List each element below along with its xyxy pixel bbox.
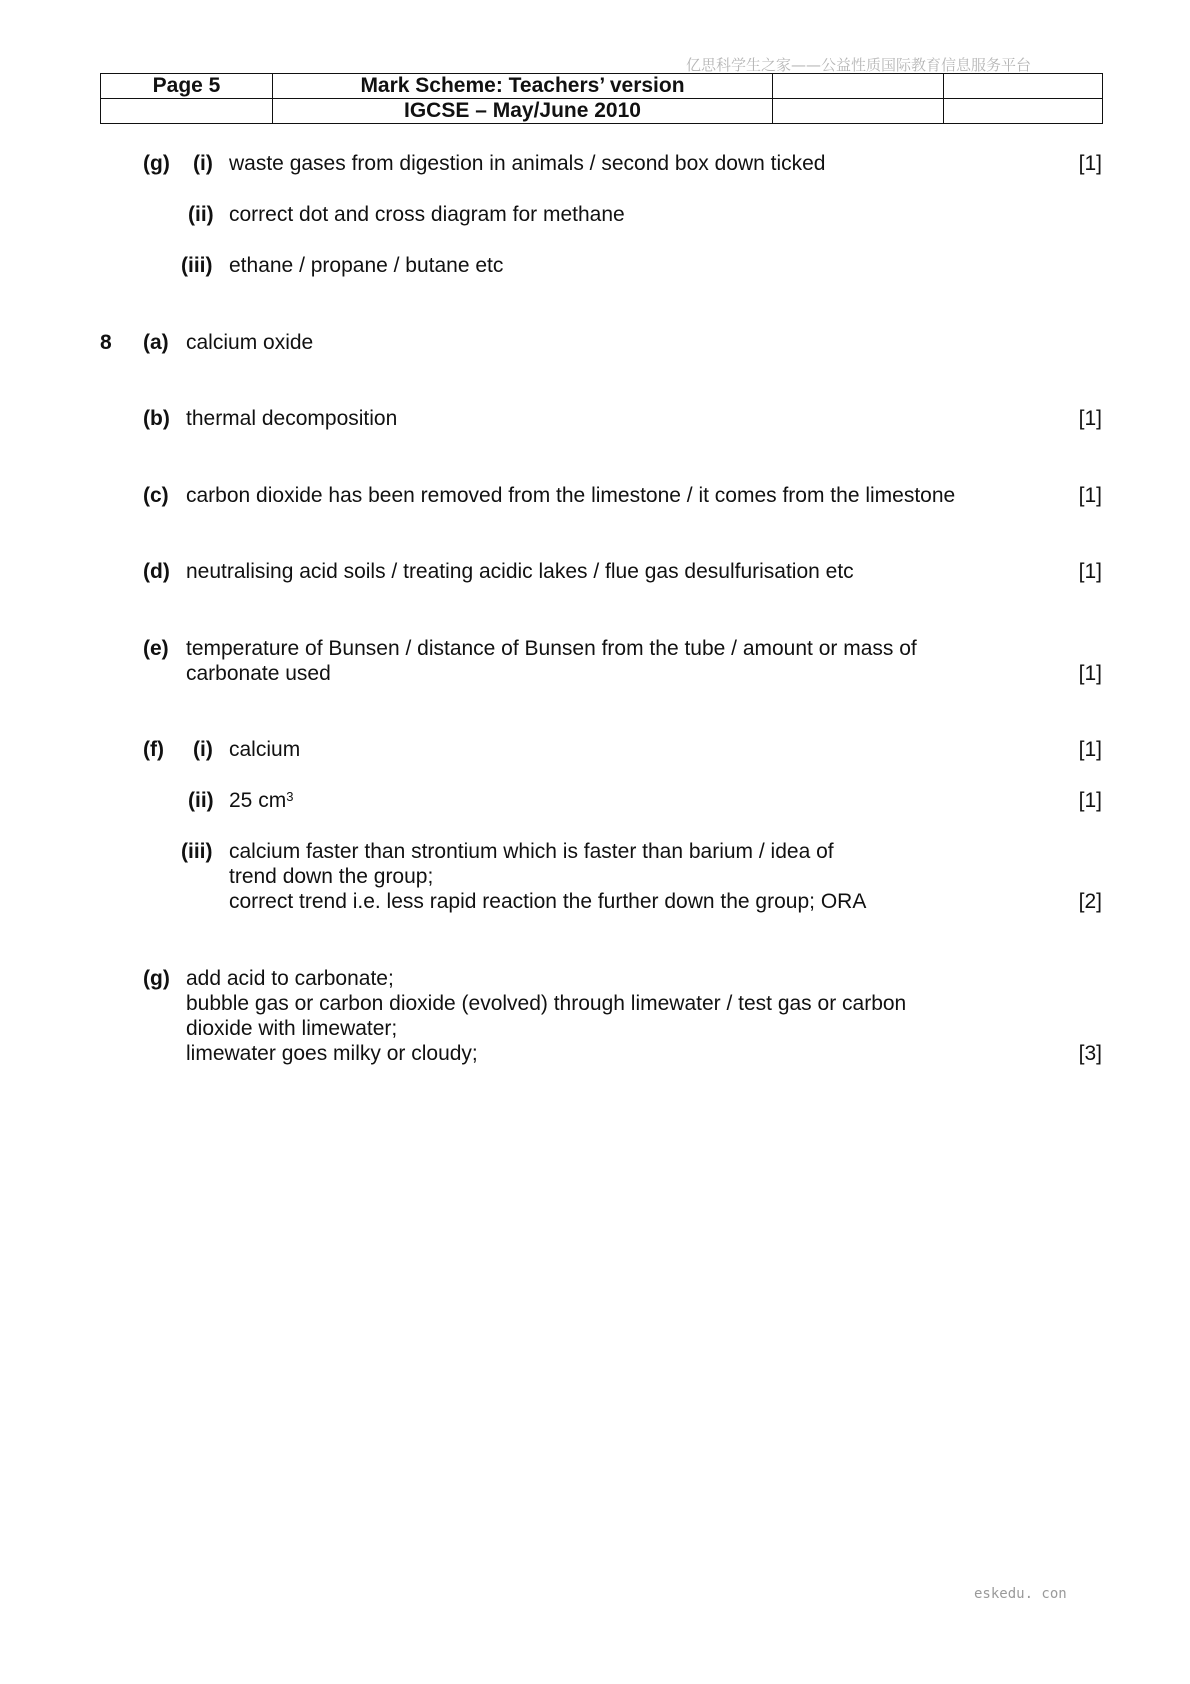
answer-text: trend down the group; bbox=[229, 865, 434, 888]
mark-value: [1] bbox=[1078, 560, 1102, 583]
mark-value: [1] bbox=[1078, 738, 1102, 761]
answer-text: neutralising acid soils / treating acidic lakes / flue gas desulfurisation etc bbox=[186, 560, 854, 583]
subpart-label-i: (i) bbox=[193, 152, 213, 175]
answer-text: limewater goes milky or cloudy; bbox=[186, 1042, 478, 1065]
answer-text: calcium faster than strontium which is faster than barium / idea of bbox=[229, 840, 834, 863]
answer-text bbox=[229, 788, 293, 813]
answer-text: dioxide with limewater; bbox=[186, 1017, 398, 1040]
answer-text: calcium oxide bbox=[186, 331, 314, 354]
mark-value: [1] bbox=[1078, 152, 1102, 175]
answer-text: carbon dioxide has been removed from the limestone / it comes from the limestone bbox=[186, 484, 956, 507]
header-exam: IGCSE – May/June 2010 bbox=[273, 99, 773, 124]
answer-text: bubble gas or carbon dioxide (evolved) through limewater / test gas or carbon bbox=[186, 992, 907, 1015]
subpart-label-ii: (ii) bbox=[188, 789, 214, 812]
answer-value: 25 cm bbox=[229, 789, 287, 812]
subpart-label-ii: (ii) bbox=[188, 203, 214, 226]
part-label-e: (e) bbox=[143, 637, 169, 660]
answer-text: calcium bbox=[229, 738, 301, 761]
answer-text: carbonate used bbox=[186, 662, 331, 685]
part-label-f: (f) bbox=[143, 738, 164, 761]
header-empty-cell bbox=[944, 74, 1103, 99]
answer-text: add acid to carbonate; bbox=[186, 967, 394, 990]
mark-value: [1] bbox=[1078, 484, 1102, 507]
watermark-top: 亿思科学生之家——公益性质国际教育信息服务平台 bbox=[686, 56, 1032, 74]
answer-text: correct dot and cross diagram for methane bbox=[229, 203, 625, 226]
header-title: Mark Scheme: Teachers’ version bbox=[273, 74, 773, 99]
answer-text: waste gases from digestion in animals / second box down ticked bbox=[229, 152, 826, 175]
question-number: 8 bbox=[100, 331, 112, 354]
part-label-c: (c) bbox=[143, 484, 169, 507]
header-page: Page 5 bbox=[101, 74, 273, 99]
mark-value: [2] bbox=[1078, 890, 1102, 913]
part-label-g: (g) bbox=[143, 152, 170, 175]
part-label-a: (a) bbox=[143, 331, 169, 354]
subpart-label-iii: (iii) bbox=[181, 254, 213, 277]
header-empty-cell bbox=[773, 99, 944, 124]
mark-value: [1] bbox=[1078, 662, 1102, 685]
header-empty-cell bbox=[101, 99, 273, 124]
header-table bbox=[100, 73, 1103, 124]
part-label-g: (g) bbox=[143, 967, 170, 990]
part-label-b: (b) bbox=[143, 407, 170, 430]
answer-text: temperature of Bunsen / distance of Bunsen from the tube / amount or mass of bbox=[186, 637, 917, 660]
subpart-label-iii: (iii) bbox=[181, 840, 213, 863]
header-empty-cell bbox=[773, 74, 944, 99]
watermark-bottom: eskedu. con bbox=[974, 1586, 1067, 1602]
header-empty-cell bbox=[944, 99, 1103, 124]
answer-text: thermal decomposition bbox=[186, 407, 398, 430]
answer-text: correct trend i.e. less rapid reaction the further down the group; ORA bbox=[229, 890, 867, 913]
mark-value: [1] bbox=[1078, 789, 1102, 812]
part-label-d: (d) bbox=[143, 560, 170, 583]
subpart-label-i: (i) bbox=[193, 738, 213, 761]
superscript: 3 bbox=[286, 789, 294, 804]
answer-text: ethane / propane / butane etc bbox=[229, 254, 504, 277]
mark-value: [1] bbox=[1078, 407, 1102, 430]
mark-value: [3] bbox=[1078, 1042, 1102, 1065]
